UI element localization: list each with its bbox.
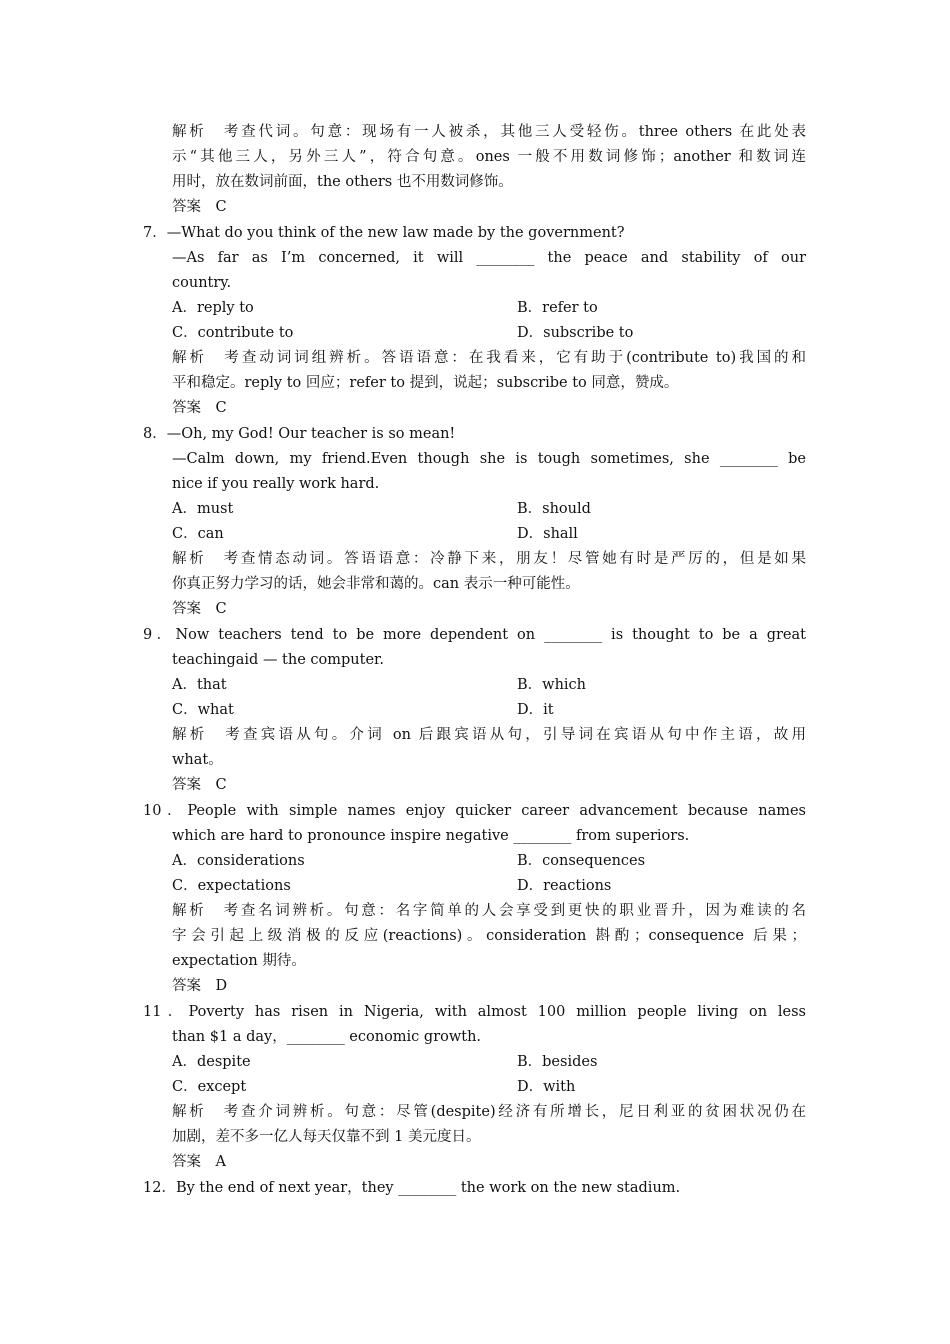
question-10-stem: 10．People with simple names enjoy quicker career advancement because names (143, 803, 806, 819)
question-10-option-c: C．expectations (172, 878, 291, 894)
analysis-line: 用时，放在数词前面，the others 也不用数词修饰。 (172, 174, 513, 190)
question-8-option-a: A．must (172, 501, 234, 517)
question-11-answer: 答案 A (172, 1154, 226, 1170)
question-10-option-b: B．consequences (517, 853, 646, 869)
question-8-stem: 8．—Oh, my God! Our teacher is so mean! (143, 426, 456, 442)
question-7-answer: 答案 C (172, 400, 227, 416)
question-8-answer: 答案 C (172, 601, 227, 617)
question-12-stem: 12．By the end of next year，they ________ the work on the new stadium. (143, 1180, 681, 1196)
question-8-option-d: D．shall (517, 526, 578, 542)
question-8-analysis: 解析 考查情态动词。答语语意：冷静下来，朋友！尽管她有时是严厉的，但是如果 (172, 551, 806, 567)
analysis-line: 示“其他三人，另外三人”，符合句意。ones 一般不用数词修饰；another 和数词连 (172, 149, 806, 165)
question-8-analysis: 你真正努力学习的话，她会非常和蔼的。can 表示一种可能性。 (172, 576, 580, 592)
question-9-stem-line: teachingaid — the computer. (172, 652, 384, 668)
question-7-stem: 7．—What do you think of the new law made by the government? (143, 225, 625, 241)
question-8-stem-line: —Calm down, my friend.Even though she is tough sometimes, she ________ be (172, 451, 806, 467)
question-7-stem-line: —As far as I’m concerned, it will ________ the peace and stability of our (172, 250, 806, 266)
question-10-answer: 答案 D (172, 978, 228, 994)
question-11-stem-line: than $1 a day，________ economic growth. (172, 1029, 482, 1045)
question-7-analysis: 平和稳定。reply to 回应；refer to 提到，说起；subscribe to 同意，赞成。 (172, 375, 679, 391)
question-9-answer: 答案 C (172, 777, 227, 793)
question-11-analysis: 解析 考查介词辨析。句意：尽管(despite)经济有所增长，尼日利亚的贫困状况仍在 (172, 1104, 806, 1120)
question-9-option-d: D．it (517, 702, 554, 718)
question-8-option-c: C．can (172, 526, 224, 542)
question-9-option-a: A．that (172, 677, 227, 693)
question-7-analysis: 解析 考查动词词组辨析。答语语意：在我看来，它有助于(contribute to)我国的和 (172, 350, 806, 366)
question-8-stem-line: nice if you really work hard. (172, 476, 380, 492)
question-10-option-a: A．considerations (172, 853, 305, 869)
analysis-line: 解析 考查代词。句意：现场有一人被杀，其他三人受轻伤。three others 在此处表 (172, 124, 806, 140)
question-9-analysis: what。 (172, 752, 223, 768)
question-10-option-d: D．reactions (517, 878, 612, 894)
answer-line: 答案 C (172, 199, 227, 215)
question-11-analysis: 加剧，差不多一亿人每天仅靠不到 1 美元度日。 (172, 1129, 481, 1145)
question-11-option-c: C．except (172, 1079, 247, 1095)
question-9-analysis: 解析 考查宾语从句。介词 on 后跟宾语从句，引导词在宾语从句中作主语，故用 (172, 727, 806, 743)
question-11-stem: 11．Poverty has risen in Nigeria, with almost 100 million people living on less (143, 1004, 806, 1020)
question-10-stem-line: which are hard to pronounce inspire negative ________ from superiors. (172, 828, 690, 844)
question-9-option-b: B．which (517, 677, 587, 693)
question-10-analysis: expectation 期待。 (172, 953, 306, 969)
question-11-option-b: B．besides (517, 1054, 598, 1070)
question-8-option-b: B．should (517, 501, 591, 517)
question-11-option-a: A．despite (172, 1054, 251, 1070)
question-7-option-c: C．contribute to (172, 325, 294, 341)
question-7-option-b: B．refer to (517, 300, 598, 316)
question-9-stem: 9．Now teachers tend to be more dependent on ________ is thought to be a great (143, 627, 806, 643)
question-11-option-d: D．with (517, 1079, 576, 1095)
question-7-stem-line: country. (172, 275, 232, 291)
question-10-analysis: 解析 考查名词辨析。句意：名字简单的人会享受到更快的职业晋升，因为难读的名 (172, 903, 806, 919)
question-10-analysis: 字会引起上级消极的反应(reactions)。consideration 斟酌；consequence 后果； (172, 928, 806, 944)
question-7-option-d: D．subscribe to (517, 325, 634, 341)
question-9-option-c: C．what (172, 702, 234, 718)
question-7-option-a: A．reply to (172, 300, 254, 316)
